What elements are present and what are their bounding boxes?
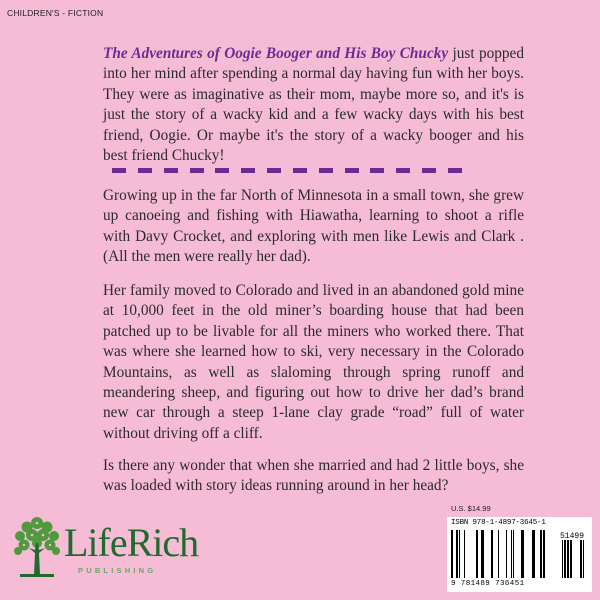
isbn-barcode (447, 517, 592, 592)
book-title: The Adventures of Oogie Booger and His Boy Chucky (103, 45, 449, 62)
tree-icon (12, 513, 62, 579)
publisher-name: LifeRich (64, 520, 199, 565)
dashed-separator (112, 168, 462, 173)
barcode-bars (451, 530, 588, 580)
intro-text: just popped into her mind after spending a normal day having fun with her boys. They were as imaginative as their mom, maybe more so, and it's is just the story of a wacky kid and a few wacky days with his best friend, Oogie. Or maybe it's the story of a wacky booger and his best friend Chucky! (103, 45, 524, 165)
bio-paragraph-3: Is there any wonder that when she married and had 2 little boys, she was loaded with story ideas running around in her head? (103, 457, 524, 495)
price-label: U.S. $14.99 (451, 504, 491, 513)
bio-paragraph-2: Her family moved to Colorado and lived in an abandoned gold mine at 10,000 feet in the old miner’s boarding house that had been patched up to be livable for all the miners who worked there. That was where she learned how to ski, very necessary in the Colorado Mountains, as well as slaloming through spring runoff and meandering sheep, and figuring out how to drive her dad’s brand new car through a steep 1-lane clay grade “road” full of water without driving off a cliff. (103, 282, 524, 442)
intro-paragraph (103, 44, 524, 166)
barcode-number: 9 781489 736451 (451, 580, 525, 588)
category-label: CHILDREN'S - FICTION (7, 8, 104, 18)
publisher-logo (12, 513, 199, 583)
isbn-text: ISBN 978-1-4897-3645-1 (451, 519, 546, 527)
bio-paragraph-1: Growing up in the far North of Minnesota in a small town, she grew up canoeing and fishing with Hiawatha, learning to shoot a rifle with Davy Crocket, and exploring with men like Lewis and Clark . (All the men were really her dad). (103, 187, 524, 266)
supplement-number: 51499 (560, 532, 585, 541)
publisher-tagline: PUBLISHING (78, 566, 157, 575)
